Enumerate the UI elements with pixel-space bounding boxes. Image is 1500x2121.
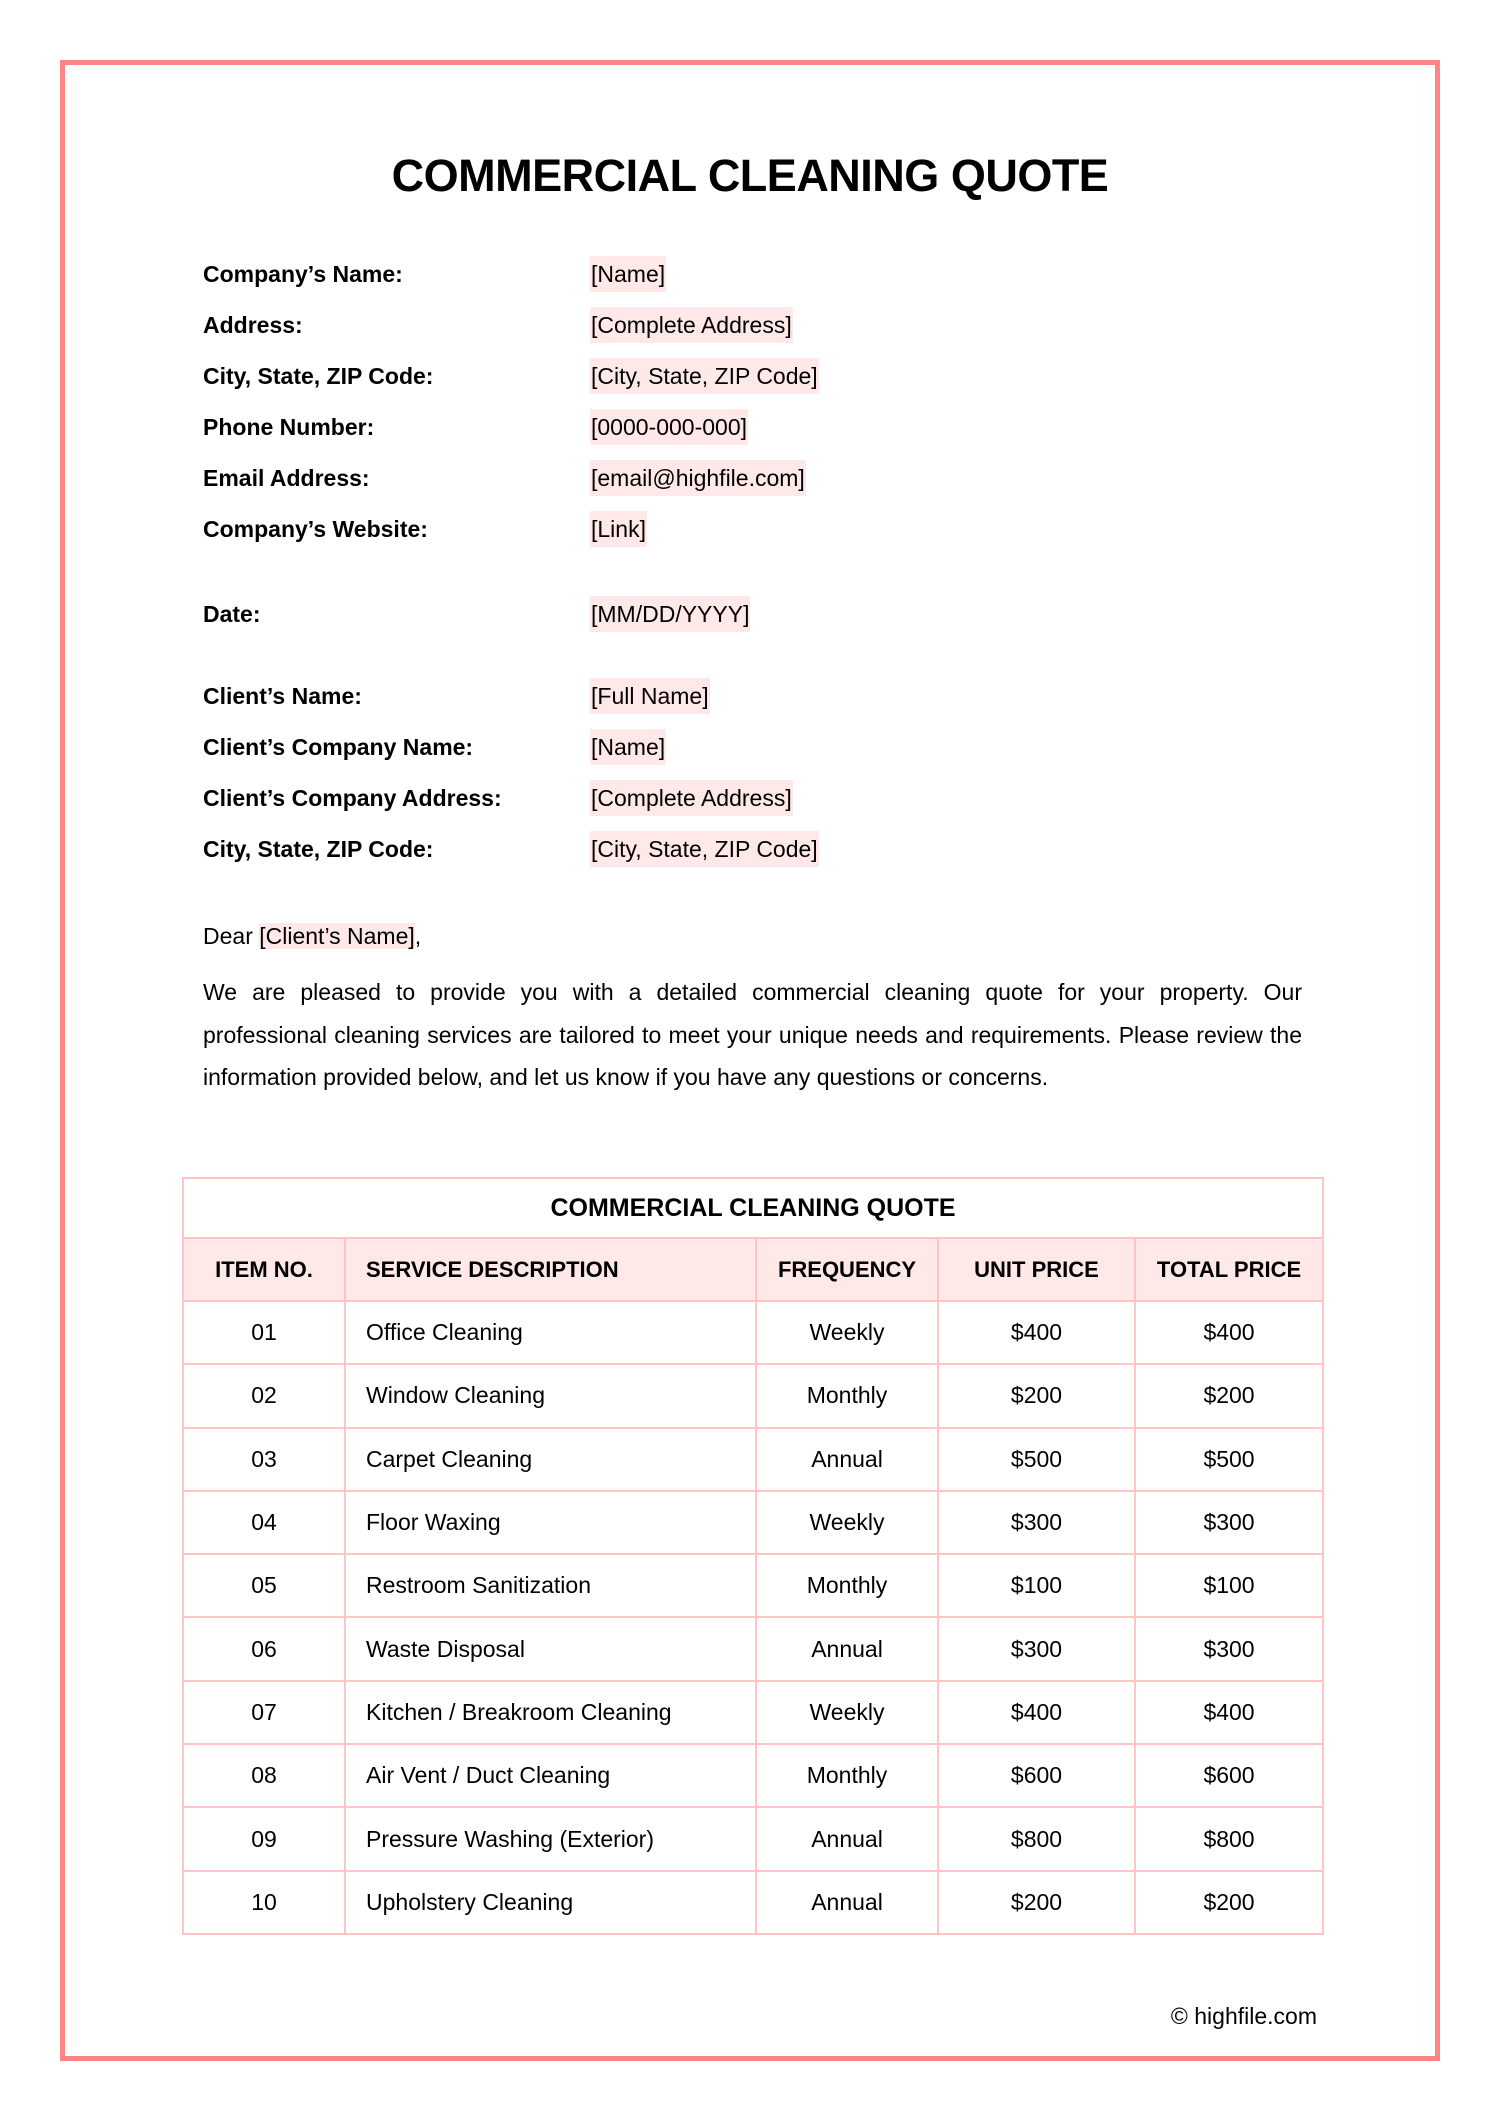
table-title-row: [183, 1178, 1323, 1238]
salutation: [203, 918, 421, 954]
client-company-name-label: Client’s Company Name:: [203, 734, 474, 760]
client-company-address-value[interactable]: [Complete Address]: [590, 780, 793, 816]
table-row: [183, 1617, 1323, 1680]
header-item-no: ITEM NO.: [183, 1238, 345, 1301]
total-price: $500: [1135, 1428, 1323, 1491]
table-row: [183, 1301, 1323, 1364]
client-company-address-row: [203, 780, 1103, 816]
copyright-footer: © highfile.com: [1170, 2003, 1317, 2029]
company-name-label: Company’s Name:: [203, 261, 403, 287]
company-email-label: Email Address:: [203, 465, 370, 491]
total-price: $400: [1135, 1301, 1323, 1364]
table-title: COMMERCIAL CLEANING QUOTE: [183, 1178, 1323, 1238]
service-description: Floor Waxing: [345, 1491, 756, 1554]
item-no: 02: [183, 1364, 345, 1427]
frequency: Annual: [756, 1871, 938, 1934]
frequency: Annual: [756, 1807, 938, 1870]
service-description: Air Vent / Duct Cleaning: [345, 1744, 756, 1807]
company-phone-value[interactable]: [0000-000-000]: [590, 409, 748, 445]
table-row: [183, 1554, 1323, 1617]
table-row: [183, 1364, 1323, 1427]
client-name-value[interactable]: [Full Name]: [590, 678, 710, 714]
table-row: [183, 1491, 1323, 1554]
total-price: $100: [1135, 1554, 1323, 1617]
service-description: Pressure Washing (Exterior): [345, 1807, 756, 1870]
company-email-row: [203, 460, 1103, 496]
unit-price: $300: [938, 1491, 1135, 1554]
item-no: 05: [183, 1554, 345, 1617]
company-website-value[interactable]: [Link]: [590, 511, 647, 547]
table-row: [183, 1428, 1323, 1491]
item-no: 01: [183, 1301, 345, 1364]
company-email-value[interactable]: [email@highfile.com]: [590, 460, 806, 496]
frequency: Weekly: [756, 1301, 938, 1364]
header-unit-price: UNIT PRICE: [938, 1238, 1135, 1301]
unit-price: $400: [938, 1681, 1135, 1744]
service-description: Kitchen / Breakroom Cleaning: [345, 1681, 756, 1744]
total-price: $300: [1135, 1617, 1323, 1680]
total-price: $300: [1135, 1491, 1323, 1554]
frequency: Annual: [756, 1617, 938, 1680]
unit-price: $400: [938, 1301, 1135, 1364]
intro-paragraph: We are pleased to provide you with a detailed commercial cleaning quote for your property. Our professional cleaning services are tailored to meet your unique needs and requirements. Please review the information provided below, and let us know if you have any questions or concerns.: [203, 979, 1302, 1091]
company-website-label: Company’s Website:: [203, 516, 428, 542]
company-address-row: [203, 307, 1103, 343]
company-phone-label: Phone Number:: [203, 414, 375, 440]
client-city-value[interactable]: [City, State, ZIP Code]: [590, 831, 819, 867]
date-label: Date:: [203, 601, 261, 627]
frequency: Weekly: [756, 1491, 938, 1554]
service-description: Window Cleaning: [345, 1364, 756, 1427]
company-city-row: [203, 358, 1103, 394]
table-row: [183, 1744, 1323, 1807]
company-city-label: City, State, ZIP Code:: [203, 363, 434, 389]
service-description: Office Cleaning: [345, 1301, 756, 1364]
unit-price: $300: [938, 1617, 1135, 1680]
client-company-name-value[interactable]: [Name]: [590, 729, 666, 765]
company-name-row: [203, 256, 1103, 292]
unit-price: $800: [938, 1807, 1135, 1870]
salutation-client-name[interactable]: [Client’s Name]: [259, 923, 415, 949]
client-company-name-row: [203, 729, 1103, 765]
total-price: $800: [1135, 1807, 1323, 1870]
document-title: COMMERCIAL CLEANING QUOTE: [391, 150, 1109, 201]
service-description: Carpet Cleaning: [345, 1428, 756, 1491]
company-website-row: [203, 511, 1103, 547]
company-address-label: Address:: [203, 312, 303, 338]
client-name-row: [203, 678, 1103, 714]
table-row: [183, 1871, 1323, 1934]
service-description: Waste Disposal: [345, 1617, 756, 1680]
frequency: Monthly: [756, 1554, 938, 1617]
item-no: 08: [183, 1744, 345, 1807]
header-total-price: TOTAL PRICE: [1135, 1238, 1323, 1301]
unit-price: $100: [938, 1554, 1135, 1617]
client-city-row: [203, 831, 1103, 867]
item-no: 07: [183, 1681, 345, 1744]
date-row: [203, 596, 1103, 632]
client-company-address-label: Client’s Company Address:: [203, 785, 502, 811]
company-name-value[interactable]: [Name]: [590, 256, 666, 292]
header-service-description: SERVICE DESCRIPTION: [345, 1238, 756, 1301]
unit-price: $500: [938, 1428, 1135, 1491]
company-phone-row: [203, 409, 1103, 445]
header-frequency: FREQUENCY: [756, 1238, 938, 1301]
frequency: Weekly: [756, 1681, 938, 1744]
company-address-value[interactable]: [Complete Address]: [590, 307, 793, 343]
date-value[interactable]: [MM/DD/YYYY]: [590, 596, 750, 632]
table-row: [183, 1681, 1323, 1744]
unit-price: $200: [938, 1871, 1135, 1934]
total-price: $400: [1135, 1681, 1323, 1744]
quote-table: [182, 1177, 1324, 1935]
frequency: Monthly: [756, 1364, 938, 1427]
salutation-suffix: ,: [414, 923, 422, 949]
unit-price: $600: [938, 1744, 1135, 1807]
item-no: 04: [183, 1491, 345, 1554]
unit-price: $200: [938, 1364, 1135, 1427]
total-price: $200: [1135, 1364, 1323, 1427]
frequency: Monthly: [756, 1744, 938, 1807]
service-description: Restroom Sanitization: [345, 1554, 756, 1617]
frequency: Annual: [756, 1428, 938, 1491]
company-city-value[interactable]: [City, State, ZIP Code]: [590, 358, 819, 394]
table-row: [183, 1807, 1323, 1870]
table-header-row: [183, 1238, 1323, 1301]
service-description: Upholstery Cleaning: [345, 1871, 756, 1934]
item-no: 06: [183, 1617, 345, 1680]
client-name-label: Client’s Name:: [203, 683, 362, 709]
item-no: 09: [183, 1807, 345, 1870]
total-price: $200: [1135, 1871, 1323, 1934]
salutation-prefix: Dear: [203, 923, 260, 949]
item-no: 10: [183, 1871, 345, 1934]
client-city-label: City, State, ZIP Code:: [203, 836, 434, 862]
total-price: $600: [1135, 1744, 1323, 1807]
item-no: 03: [183, 1428, 345, 1491]
